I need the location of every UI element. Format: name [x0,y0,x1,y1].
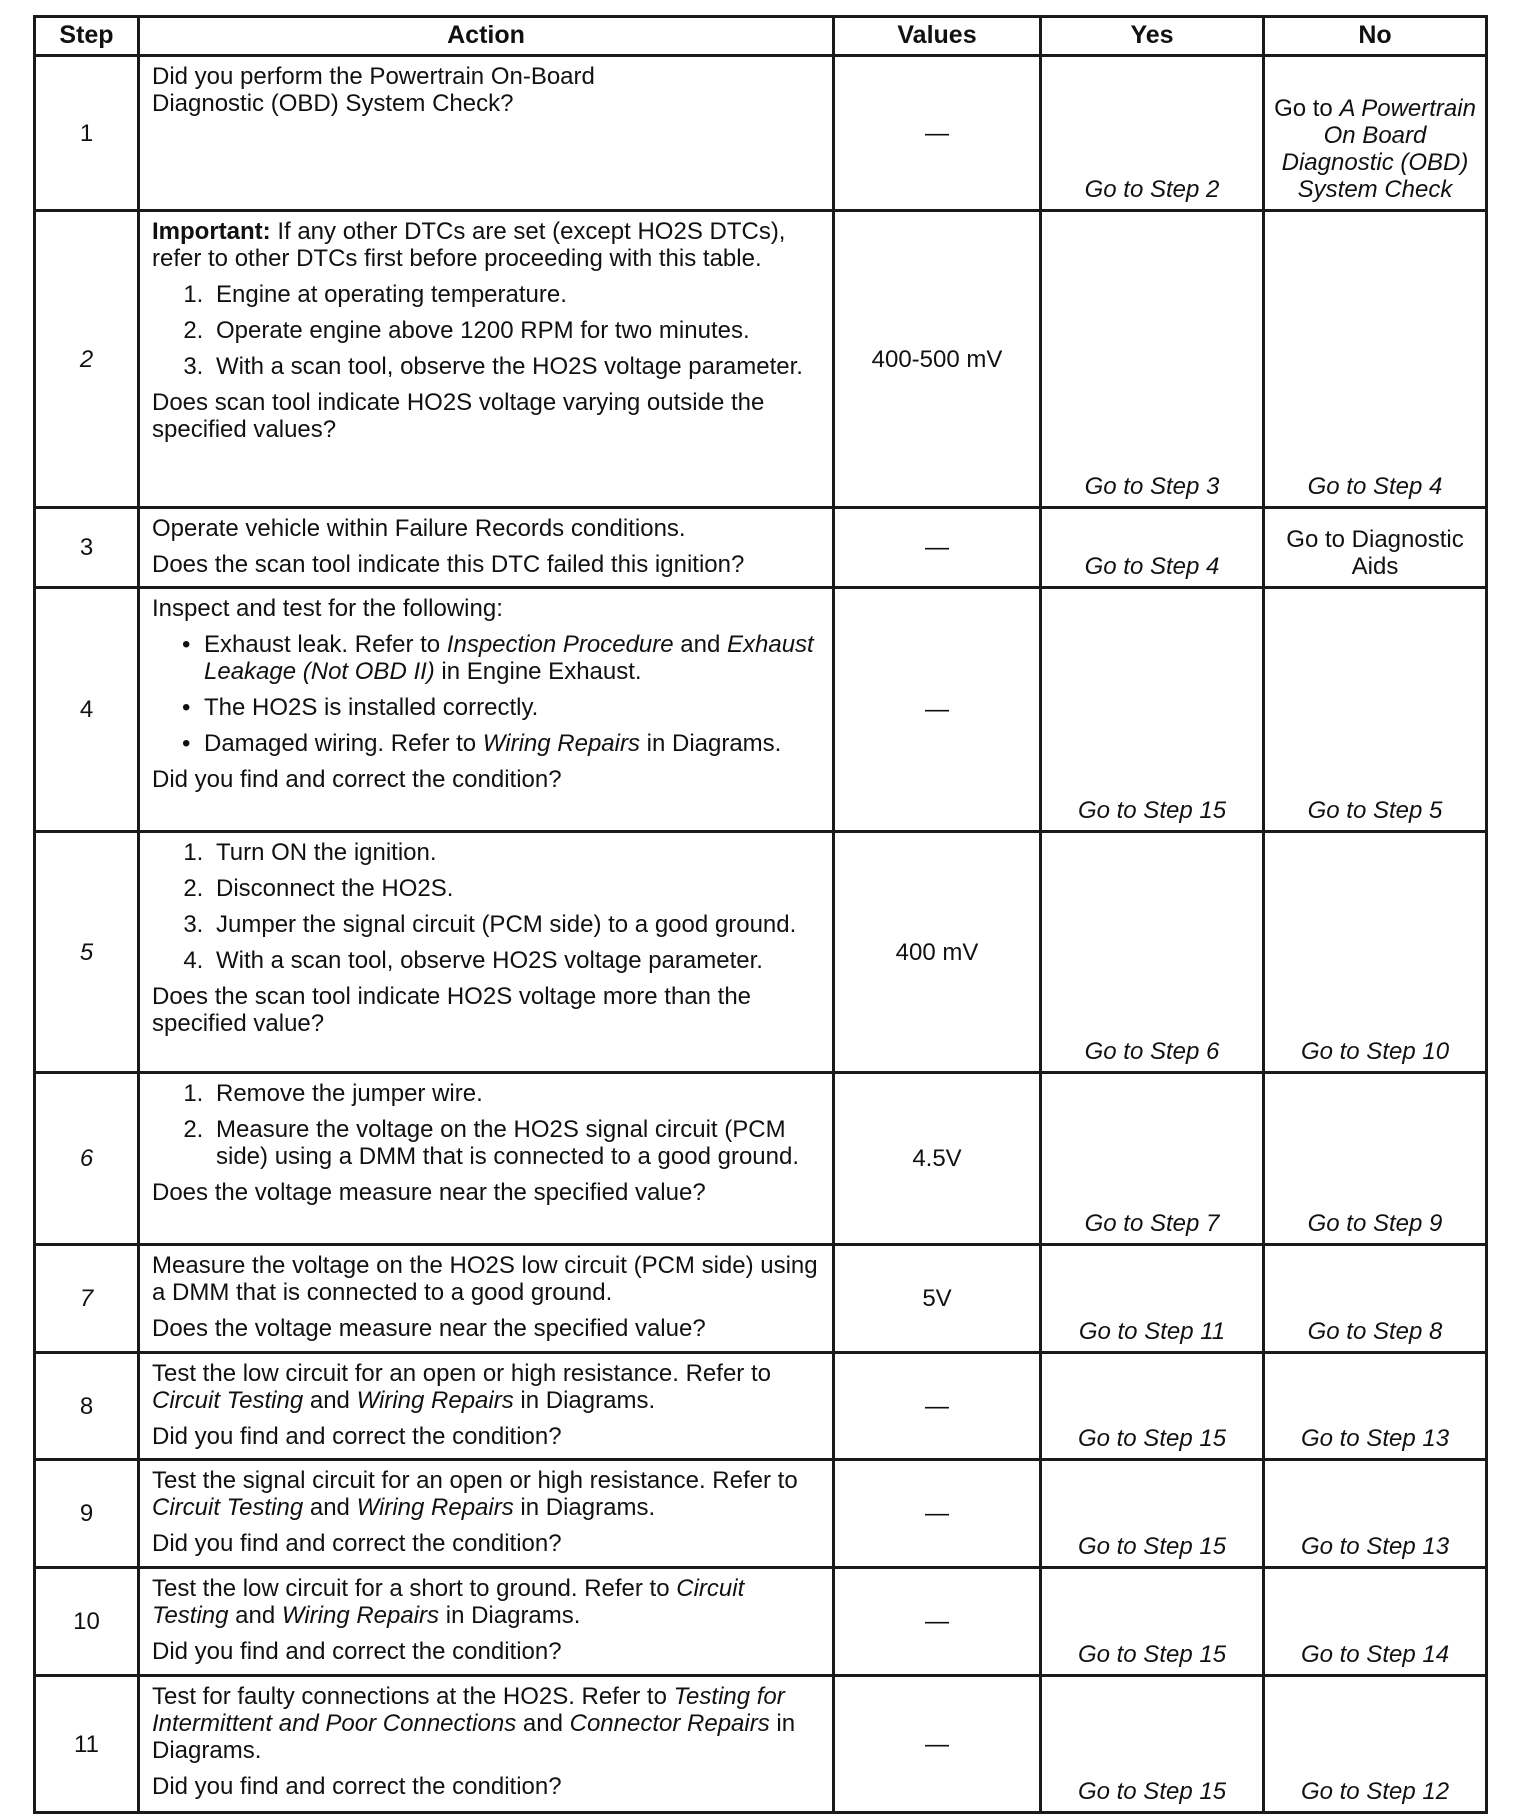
action-cell [139,211,834,508]
question-text: Did you find and correct the condition? [152,766,562,793]
step-number: 3 [35,508,139,588]
values-cell: — [834,56,1041,211]
table-row [35,1353,1487,1460]
substep: 3. With a scan tool, observe the HO2S voltage parameter. [210,353,824,380]
bullet-item [204,730,824,757]
action-text [152,1575,824,1629]
bullet-list [152,631,824,757]
important-note [152,218,824,272]
yes-cell: Go to Step 15 [1041,1460,1264,1568]
yes-cell: Go to Step 15 [1041,1568,1264,1676]
action-cell [139,508,834,588]
substep: 2. Disconnect the HO2S. [210,875,824,902]
header-yes: Yes [1041,17,1264,56]
reference-link: Testing for Intermittent and Poor Connections [152,1683,785,1737]
substep: 1. Engine at operating temperature. [210,281,824,308]
no-cell [1264,56,1487,211]
question-text: Does the voltage measure near the specified value? [152,1315,706,1342]
no-cell: Go to Step 13 [1264,1353,1487,1460]
text-run: in Diagrams. [439,1602,581,1629]
action-text [152,1360,824,1414]
text-run: Test the low circuit for an open or high resistance. Refer to [152,1360,771,1387]
substep: 1. Turn ON the ignition. [210,839,824,866]
step-number: 1 [35,56,139,211]
values-cell: 400 mV [834,832,1041,1073]
table-row [35,56,1487,211]
step-number: 4 [35,588,139,832]
text-run: and [516,1710,570,1737]
bullet-item [204,631,824,685]
table-row [35,1568,1487,1676]
text-run: in Diagrams. [513,1494,656,1521]
text-run: in Diagrams. [513,1387,656,1414]
reference-link: Wiring Repairs [281,1602,440,1629]
action-cell [139,1353,834,1460]
table-row [35,1676,1487,1813]
values-cell: — [834,1676,1041,1813]
table-row [35,211,1487,508]
table-row [35,832,1487,1073]
reference-link: Inspection Procedure [446,631,674,658]
bullet-item [204,694,824,721]
no-cell: Go to Step 4 [1264,211,1487,508]
values-cell: — [834,1353,1041,1460]
step-number: 11 [35,1676,139,1813]
yes-cell: Go to Step 3 [1041,211,1264,508]
action-cell [139,1568,834,1676]
action-cell [139,832,834,1073]
reference-link: Exhaust Leakage (Not OBD II) [204,631,814,685]
step-number: 2 [35,211,139,508]
header-values: Values [834,17,1041,56]
text-run: Test for faulty connections at the HO2S. Refer to [152,1683,674,1710]
yes-cell: Go to Step 7 [1041,1073,1264,1245]
step-number: 10 [35,1568,139,1676]
text-run: Test the signal circuit for an open or high resistance. Refer to [152,1467,798,1494]
question-text: Did you find and correct the condition? [152,1530,562,1557]
header-action: Action [139,17,834,56]
text-run: The HO2S is installed correctly. [204,694,539,721]
action-text: Measure the voltage on the HO2S low circuit (PCM side) using a DMM that is connected to a good ground. [152,1252,818,1306]
text-run: and [303,1494,357,1521]
action-cell [139,56,834,211]
text-run: Test the low circuit for a short to ground. Refer to [152,1575,677,1602]
text-run: and [228,1602,282,1629]
reference-link: Circuit Testing [152,1575,745,1629]
action-text: Did you perform the Powertrain On-Board Diagnostic (OBD) System Check? [152,63,595,117]
important-text: If any other DTCs are set (except HO2S DTCs), refer to other DTCs first before proceeding with this table. [152,218,786,272]
yes-cell: Go to Step 15 [1041,588,1264,832]
question-text: Did you find and correct the condition? [152,1773,562,1800]
no-cell: Go to Step 5 [1264,588,1487,832]
question-text: Does the scan tool indicate HO2S voltage more than the specified value? [152,983,752,1037]
text-run: Damaged wiring. Refer to [204,730,483,757]
question-text: Did you find and correct the condition? [152,1638,562,1665]
diagnostic-table [33,15,1488,1814]
question-text: Does the voltage measure near the specified value? [152,1179,706,1206]
table-row [35,1073,1487,1245]
reference-link: Circuit Testing [152,1494,304,1521]
reference-link: Circuit Testing [152,1387,304,1414]
important-label: Important: [152,218,271,245]
yes-cell: Go to Step 6 [1041,832,1264,1073]
action-cell [139,588,834,832]
text-run: in Diagrams. [152,1710,796,1764]
header-row [35,17,1487,56]
action-text [152,1467,824,1521]
question-text: Does the scan tool indicate this DTC failed this ignition? [152,551,745,578]
substep-list [152,281,824,380]
header-step: Step [35,17,139,56]
values-cell: — [834,1460,1041,1568]
step-number: 9 [35,1460,139,1568]
action-cell [139,1460,834,1568]
substep: 1. Remove the jumper wire. [210,1080,824,1107]
action-text [152,1683,824,1764]
step-number: 5 [35,832,139,1073]
values-cell: 400-500 mV [834,211,1041,508]
substep: 4. With a scan tool, observe HO2S voltage parameter. [210,947,824,974]
values-cell: — [834,508,1041,588]
no-prefix: Go to [1274,95,1340,122]
substep: 3. Jumper the signal circuit (PCM side) to a good ground. [210,911,824,938]
table-row [35,1245,1487,1353]
values-cell: 5V [834,1245,1041,1353]
substep-list [152,839,824,974]
substep-list [152,1080,824,1170]
values-cell: — [834,588,1041,832]
header-no: No [1264,17,1487,56]
question-text: Does scan tool indicate HO2S voltage varying outside the specified values? [152,389,765,443]
text-run: in Engine Exhaust. [434,658,642,685]
table-row [35,588,1487,832]
step-number: 6 [35,1073,139,1245]
no-cell: Go to Step 9 [1264,1073,1487,1245]
no-cell: Go to Step 8 [1264,1245,1487,1353]
step-number: 8 [35,1353,139,1460]
no-cell: Go to Step 10 [1264,832,1487,1073]
no-cell: Go to Diagnostic Aids [1264,508,1487,588]
reference-link: Wiring Repairs [356,1387,514,1414]
text-run: Exhaust leak. Refer to [204,631,447,658]
yes-cell: Go to Step 15 [1041,1353,1264,1460]
yes-cell: Go to Step 15 [1041,1676,1264,1813]
reference-link: Wiring Repairs [356,1494,514,1521]
values-cell: — [834,1568,1041,1676]
action-cell [139,1073,834,1245]
action-text: Inspect and test for the following: [152,595,503,622]
table-row [35,508,1487,588]
yes-cell: Go to Step 2 [1041,56,1264,211]
text-run: and [303,1387,357,1414]
reference-link: Connector Repairs [569,1710,770,1737]
text-run: and [673,631,727,658]
reference-link: Wiring Repairs [482,730,640,757]
no-cell: Go to Step 13 [1264,1460,1487,1568]
yes-cell: Go to Step 11 [1041,1245,1264,1353]
question-text: Did you find and correct the condition? [152,1423,562,1450]
yes-cell: Go to Step 4 [1041,508,1264,588]
step-number: 7 [35,1245,139,1353]
no-cell: Go to Step 14 [1264,1568,1487,1676]
substep: 2. Operate engine above 1200 RPM for two minutes. [210,317,824,344]
table-row [35,1460,1487,1568]
text-run: in Diagrams. [639,730,782,757]
no-link: A Powertrain On Board Diagnostic (OBD) System Check [1281,95,1476,203]
action-text: Operate vehicle within Failure Records conditions. [152,515,686,542]
action-cell [139,1245,834,1353]
no-cell: Go to Step 12 [1264,1676,1487,1813]
values-cell: 4.5V [834,1073,1041,1245]
action-cell [139,1676,834,1813]
substep: 2. Measure the voltage on the HO2S signal circuit (PCM side) using a DMM that is connected to a good ground. [210,1116,824,1170]
